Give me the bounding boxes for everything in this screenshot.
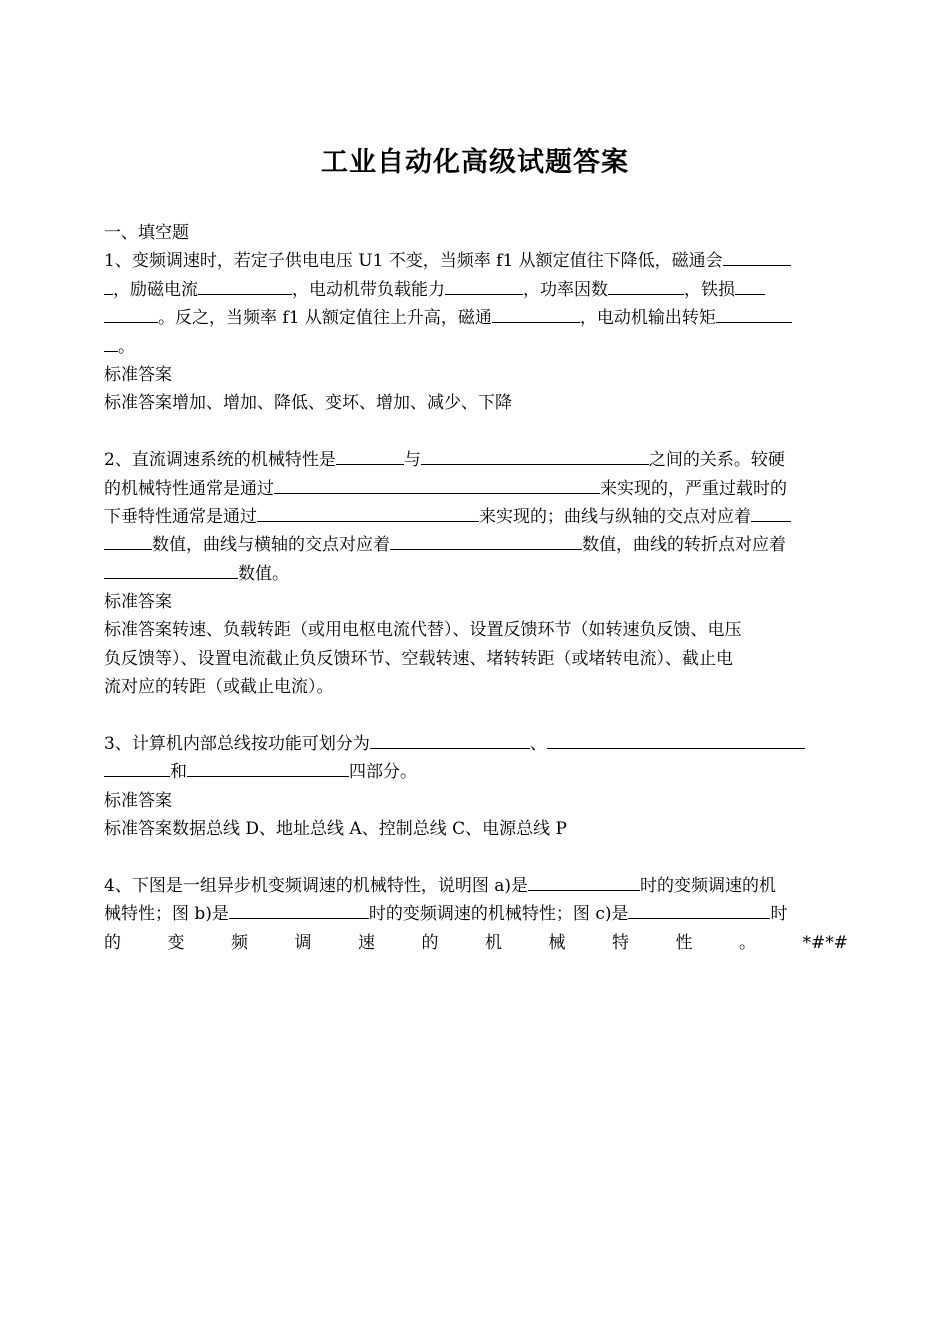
q2-text: 数值，曲线与横轴的交点对应着 — [152, 535, 390, 556]
q1-line-4 — [104, 333, 848, 361]
q2-text: 之间的关系。较硬 — [648, 450, 785, 471]
q1-blank-5 — [735, 277, 765, 295]
q4-line-2 — [104, 900, 848, 928]
q4-blank-1 — [528, 873, 640, 891]
q4-char: 性 — [675, 932, 693, 953]
q2-text: 2、直流调速系统的机械特性是 — [104, 450, 336, 471]
q1-answer: 标准答案增加、增加、降低、变坏、增加、减少、下降 — [104, 393, 512, 414]
q1-blank-2 — [198, 277, 292, 295]
q3-text: 四部分。 — [349, 762, 417, 783]
q3-blank-2-cont — [104, 759, 170, 777]
q2-line-2 — [104, 475, 848, 503]
q1-blank-7-cont — [104, 334, 118, 352]
q4-char: 调 — [294, 932, 312, 953]
q1-blank-5-cont — [104, 305, 158, 323]
q1-text: ，功率因数 — [523, 279, 608, 300]
section-heading: 一、填空题 — [104, 223, 189, 243]
q1-blank-7 — [716, 305, 792, 323]
q2-blank-2 — [421, 447, 649, 465]
q1-text: ，铁损 — [684, 279, 735, 300]
document-title: 工业自动化高级试题答案 — [321, 147, 629, 178]
q1-text: 1、变频调速时，若定子供电电压 U1 不变，当频率 f1 从额定值往下降低，磁通会 — [104, 251, 723, 272]
q1-blank-4 — [608, 277, 684, 295]
q2-text: 下垂特性通常是通过 — [104, 506, 257, 527]
q3-line-2 — [104, 758, 848, 786]
q1-answer-label: 标准答案 — [104, 364, 172, 385]
q1-text: ，电动机带负载能力 — [292, 279, 445, 300]
q2-answer-line-3: 流对应的转距（或截止电流）。 — [104, 677, 334, 698]
q2-text: 来实现的；曲线与纵轴的交点对应着 — [479, 506, 751, 527]
q3-line-1 — [104, 730, 848, 758]
q2-text: 数值，曲线的转折点对应着 — [582, 535, 786, 556]
q4-char: 的 — [104, 932, 121, 953]
q1-line-3 — [104, 304, 848, 332]
q1-text: ，励磁电流 — [113, 279, 198, 300]
q1-blank-6 — [492, 305, 580, 323]
q4-char: 。 — [739, 932, 756, 953]
q1-blank-1-cont — [104, 277, 113, 295]
q3-blank-1 — [370, 731, 530, 749]
q4-blank-3 — [628, 901, 770, 919]
q3-answer: 标准答案数据总线 D、地址总线 A、控制总线 C、电源总线 P — [104, 819, 567, 840]
q4-char: 频 — [231, 932, 248, 953]
q4-char: 机 — [485, 932, 502, 953]
q1-line-1 — [104, 247, 848, 275]
q2-line-5 — [104, 560, 848, 588]
q4-text: 时的变频调速的机 — [640, 875, 776, 896]
q1-line-2 — [104, 276, 848, 304]
q3-text: 和 — [170, 762, 187, 783]
q2-blank-1 — [336, 447, 404, 465]
q2-blank-7 — [104, 561, 238, 579]
q4-char: 特 — [612, 932, 629, 953]
q2-answer-line-2: 负反馈等）、设置电流截止负反馈环节、空载转速、堵转转距（或堵转电流）、截止电 — [104, 648, 733, 669]
q3-blank-3 — [187, 759, 349, 777]
q4-text: 械特性；图 b)是 — [104, 904, 229, 925]
q2-text: 数值。 — [238, 563, 289, 584]
q2-answer-label: 标准答案 — [104, 592, 172, 613]
q3-text: 3、计算机内部总线按功能可划分为 — [104, 734, 370, 755]
q2-blank-4 — [257, 504, 479, 522]
q1-blank-3 — [445, 277, 523, 295]
q4-blank-2 — [229, 901, 369, 919]
q2-blank-5 — [751, 504, 791, 522]
q2-blank-5-cont — [104, 532, 152, 550]
q2-line-1 — [104, 446, 848, 474]
q1-text: 。 — [118, 336, 135, 357]
q1-text: 。反之，当频率 f1 从额定值往上升高，磁通 — [158, 308, 492, 329]
q2-text: 的机械特性通常是通过 — [104, 478, 274, 499]
q1-text: ，电动机输出转矩 — [579, 308, 716, 329]
q4-line-3 — [104, 929, 848, 957]
q4-text: 时 — [770, 904, 788, 925]
q2-blank-6 — [390, 532, 582, 550]
q2-text: 来实现的，严重过载时的 — [600, 478, 787, 499]
q4-line-1 — [104, 872, 848, 900]
q2-answer-line-1: 标准答案转速、负载转距（或用电枢电流代替）、设置反馈环节（如转速负反馈、电压 — [104, 620, 742, 641]
q4-char: 速 — [358, 932, 375, 953]
q1-blank-1 — [723, 248, 791, 266]
q3-blank-2 — [547, 731, 805, 749]
q3-text: 、 — [529, 734, 547, 755]
q4-char: 的 — [421, 932, 439, 953]
q2-line-4 — [104, 531, 848, 559]
q4-char: *#*# — [802, 932, 848, 953]
q4-char: 变 — [167, 932, 185, 953]
q4-text: 4、下图是一组异步机变频调速的机械特性，说明图 a)是 — [104, 875, 528, 896]
q2-blank-3 — [274, 476, 600, 494]
q2-text: 与 — [403, 450, 421, 471]
q4-char: 械 — [548, 932, 566, 953]
q4-text: 时的变频调速的机械特性；图 c)是 — [368, 904, 629, 925]
q2-line-3 — [104, 503, 848, 531]
document-body — [104, 219, 848, 957]
q3-answer-label: 标准答案 — [104, 790, 172, 811]
